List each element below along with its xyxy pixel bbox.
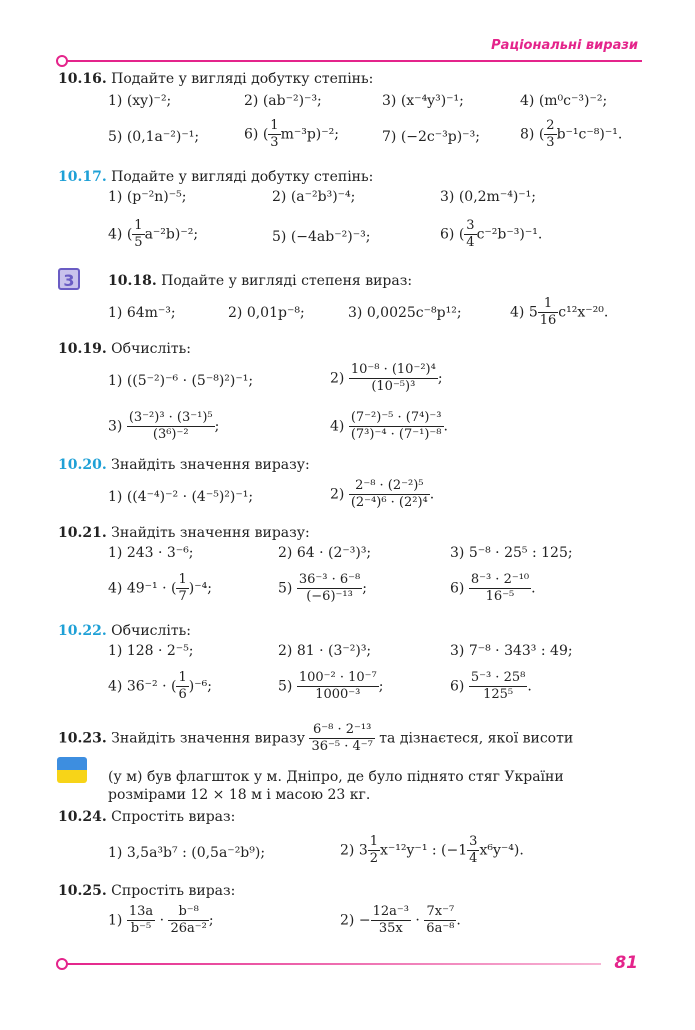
item-label: 4) 36⁻² · ( <box>108 678 177 695</box>
item-rest: m⁻³p)⁻²; <box>280 126 339 143</box>
item: 3) (0,2m⁻⁴)⁻¹; <box>440 189 537 205</box>
item-fraction <box>108 904 214 937</box>
problem-10-23 <box>58 722 573 755</box>
item-fraction <box>340 904 461 937</box>
fraction <box>297 572 362 605</box>
problem-10-19 <box>58 340 191 358</box>
footer-line <box>66 963 601 965</box>
problem-10-18 <box>108 272 412 290</box>
item-rest: . <box>443 418 448 435</box>
fraction <box>297 670 379 703</box>
item-fraction <box>510 296 608 329</box>
task-text: Обчисліть: <box>111 623 191 639</box>
item-label: 4) 5 <box>510 304 538 321</box>
header-title: Раціональні вирази <box>491 38 638 53</box>
item: 1) (p⁻²n)⁻⁵; <box>108 189 187 205</box>
ukraine-flag-icon <box>57 757 87 783</box>
problem-10-25 <box>58 882 235 900</box>
task-text-cont: та дізнаєтеся, якої висоти <box>379 730 574 747</box>
task-line-2: (у м) був флагшток у м. Дніпро, де було піднято стяг України <box>108 769 564 785</box>
numerator: 6⁻⁸ · 2⁻¹³ <box>313 722 372 737</box>
item-label: 6) ( <box>440 226 465 243</box>
item: 5) (0,1a⁻²)⁻¹; <box>108 129 200 145</box>
item: 1) 128 · 2⁻⁵; <box>108 643 194 659</box>
numerator: 1 <box>369 834 379 849</box>
item-fraction <box>340 834 524 867</box>
fraction <box>127 904 155 937</box>
item-label: 2) 3 <box>340 842 368 859</box>
fraction <box>464 218 476 251</box>
problem-10-17 <box>58 168 373 186</box>
fraction <box>349 478 430 511</box>
item-rest: a⁻²b)⁻²; <box>144 226 199 243</box>
item: 2) 81 · (3⁻²)³; <box>278 643 372 659</box>
item: 3) (x⁻⁴y³)⁻¹; <box>382 93 464 109</box>
numerator: 1 <box>178 572 187 587</box>
item-label: 2) <box>330 370 345 387</box>
numerator: 3 <box>469 834 478 849</box>
problem-number: 10.18. <box>108 273 157 289</box>
item-rest: c¹²x⁻²⁰. <box>558 304 609 321</box>
denominator: 35x <box>371 920 411 937</box>
item-fraction <box>450 670 532 703</box>
item-rest: ; <box>208 912 214 929</box>
item: 3) 7⁻⁸ · 343³ : 49; <box>450 643 573 659</box>
fraction <box>176 572 188 605</box>
item: 7) (−2c⁻³p)⁻³; <box>382 129 480 145</box>
problem-10-16 <box>58 70 373 88</box>
item-rest: . <box>429 486 435 503</box>
multiply-sign: · <box>159 912 165 929</box>
item: 1) 243 · 3⁻⁶; <box>108 545 194 561</box>
item-fraction <box>330 362 443 395</box>
denominator: (−6)⁻¹³ <box>297 588 362 605</box>
item-rest: . <box>527 678 532 695</box>
numerator: 10⁻⁸ · (10⁻²)⁴ <box>350 362 436 377</box>
item-label: 8) ( <box>520 126 545 143</box>
item-fraction <box>330 410 448 443</box>
fraction <box>268 118 280 151</box>
denominator: 16⁻⁵ <box>469 588 531 605</box>
problem-number: 10.21. <box>58 525 107 541</box>
item-rest: x⁻¹²y⁻¹ : (−1 <box>380 842 468 859</box>
problem-10-22 <box>58 622 191 640</box>
denominator: 1000⁻³ <box>297 686 379 703</box>
task-text: Знайдіть значення виразу: <box>111 525 310 541</box>
task-text: Знайдіть значення виразу <box>111 730 306 747</box>
denominator: 16 <box>539 313 557 328</box>
numerator: 1 <box>178 670 187 685</box>
item-rest: ; <box>362 580 367 597</box>
item-fraction <box>330 478 434 511</box>
item-rest: . <box>531 580 536 597</box>
numerator: b⁻⁸ <box>178 904 199 919</box>
denominator: (3⁶)⁻² <box>127 426 215 443</box>
fraction <box>469 572 531 605</box>
denominator: 125⁵ <box>469 686 528 703</box>
item-label: 4) <box>330 418 345 435</box>
task-text: Подайте у вигляді добутку степінь: <box>111 71 374 87</box>
denominator: 36⁻⁵ · 4⁻⁷ <box>311 739 373 754</box>
item-label: 4) 49⁻¹ · ( <box>108 580 177 597</box>
fraction <box>469 670 528 703</box>
item-label: 2) <box>330 486 345 503</box>
problem-number: 10.25. <box>58 883 107 899</box>
problem-10-24 <box>58 808 235 826</box>
item-fraction <box>278 670 383 703</box>
item-rest: )⁻⁴; <box>188 580 212 597</box>
item: 5) (−4ab⁻²)⁻³; <box>272 229 371 245</box>
level-3-badge: 3 <box>58 268 80 290</box>
fraction <box>467 834 479 867</box>
numerator: 1 <box>543 296 553 311</box>
denominator: 5 <box>134 235 143 250</box>
item: 2) 0,01p⁻⁸; <box>228 305 305 321</box>
item-rest: )⁻⁶; <box>188 678 212 695</box>
item-label: 3) <box>108 418 123 435</box>
denominator: 26a⁻² <box>170 921 207 936</box>
denominator: 6 <box>178 687 187 702</box>
denominator: 7 <box>178 589 187 604</box>
fraction <box>368 834 380 867</box>
item: 1) 64m⁻³; <box>108 305 176 321</box>
item-label: 6) <box>450 678 465 695</box>
item: 3) 0,0025c⁻⁸p¹²; <box>348 305 462 321</box>
item-fraction <box>108 218 198 251</box>
multiply-sign: · <box>415 912 420 929</box>
page-number: 81 <box>614 953 638 973</box>
denominator: 2 <box>369 851 379 866</box>
item-fraction <box>108 572 212 605</box>
item-fraction <box>450 572 536 605</box>
item-label: 5) <box>278 678 293 695</box>
denominator: b⁻⁵ <box>127 920 155 937</box>
item-fraction <box>108 670 212 703</box>
item-label: 5) <box>278 580 293 597</box>
numerator: (3⁻²)³ · (3⁻¹)⁵ <box>128 410 213 425</box>
numerator: 1 <box>270 118 279 133</box>
fraction <box>309 722 374 755</box>
fraction <box>132 218 144 251</box>
problem-number: 10.24. <box>58 809 107 825</box>
fraction <box>168 904 208 937</box>
header-line <box>66 60 642 62</box>
item-fraction <box>244 118 339 151</box>
task-text: Подайте у вигляді добутку степінь: <box>111 169 374 185</box>
problem-number: 10.23. <box>58 730 107 747</box>
fraction <box>349 410 444 443</box>
item-rest: x⁶y⁻⁴). <box>479 842 524 859</box>
denominator: 4 <box>469 851 478 866</box>
denominator: 4 <box>466 235 475 250</box>
task-text: Знайдіть значення виразу: <box>111 457 310 473</box>
item-label: 2) − <box>340 912 371 929</box>
item-rest: ; <box>378 678 384 695</box>
item: 1) (xy)⁻²; <box>108 93 172 109</box>
item-rest: b⁻¹c⁻⁸)⁻¹. <box>556 126 623 143</box>
fraction <box>424 904 456 937</box>
denominator: (7³)⁻⁴ · (7⁻¹)⁻⁸ <box>350 427 442 442</box>
fraction <box>176 670 188 703</box>
denominator: (10⁻⁵)³ <box>349 378 438 395</box>
item-fraction <box>278 572 367 605</box>
item: 1) ((4⁻⁴)⁻² · (4⁻⁵)²)⁻¹; <box>108 489 254 505</box>
item: 2) (ab⁻²)⁻³; <box>244 93 322 109</box>
item-fraction <box>108 410 219 443</box>
numerator: 1 <box>134 218 143 233</box>
denominator: 3 <box>270 135 279 150</box>
numerator: 3 <box>466 218 475 233</box>
numerator: 5⁻³ · 25⁸ <box>470 670 526 685</box>
item-rest: . <box>456 912 461 929</box>
fraction <box>538 296 559 329</box>
item-fraction <box>520 118 622 151</box>
problem-number: 10.19. <box>58 341 107 357</box>
problem-10-20 <box>58 456 310 474</box>
numerator: 2 <box>546 118 555 133</box>
item-label: 6) <box>450 580 465 597</box>
fraction <box>127 410 215 443</box>
task-line-3: розмірами 12 × 18 м і масою 23 кг. <box>108 787 371 803</box>
numerator: 12a⁻³ <box>372 904 409 919</box>
item: 4) (m⁰c⁻³)⁻²; <box>520 93 608 109</box>
item-rest: c⁻²b⁻³)⁻¹. <box>476 226 543 243</box>
item: 1) 3,5a³b⁷ : (0,5a⁻²b⁹); <box>108 845 266 861</box>
item-rest: ; <box>437 370 443 387</box>
task-text: Спростіть вираз: <box>111 883 236 899</box>
item: 2) 64 · (2⁻³)³; <box>278 545 372 561</box>
item-label: 1) <box>108 912 123 929</box>
numerator: 8⁻³ · 2⁻¹⁰ <box>470 572 530 587</box>
item-fraction <box>440 218 542 251</box>
item-label: 6) ( <box>244 126 269 143</box>
task-text: Обчисліть: <box>111 341 191 357</box>
fraction <box>544 118 556 151</box>
numerator: 36⁻³ · 6⁻⁸ <box>298 572 361 587</box>
denominator: (2⁻⁴)⁶ · (2²)⁴ <box>350 495 428 510</box>
item: 1) ((5⁻²)⁻⁶ · (5⁻⁸)²)⁻¹; <box>108 373 254 389</box>
item-rest: ; <box>214 418 220 435</box>
item-label: 4) ( <box>108 226 133 243</box>
problem-number: 10.20. <box>58 457 107 473</box>
problem-number: 10.16. <box>58 71 107 87</box>
task-text: Спростіть вираз: <box>111 809 236 825</box>
item: 3) 5⁻⁸ · 25⁵ : 125; <box>450 545 573 561</box>
problem-10-21 <box>58 524 310 542</box>
denominator: 6a⁻⁸ <box>426 921 455 936</box>
item: 2) (a⁻²b³)⁻⁴; <box>272 189 356 205</box>
fraction <box>371 904 411 937</box>
fraction <box>349 362 438 395</box>
problem-number: 10.17. <box>58 169 107 185</box>
numerator: (7⁻²)⁻⁵ · (7⁴)⁻³ <box>350 410 442 425</box>
numerator: 13a <box>128 904 154 919</box>
numerator: 7x⁻⁷ <box>426 904 455 919</box>
problem-number: 10.22. <box>58 623 107 639</box>
numerator: 2⁻⁸ · (2⁻²)⁵ <box>355 478 424 493</box>
task-text: Подайте у вигляді степеня вираз: <box>161 273 413 289</box>
denominator: 3 <box>546 135 555 150</box>
numerator: 100⁻² · 10⁻⁷ <box>298 670 377 685</box>
